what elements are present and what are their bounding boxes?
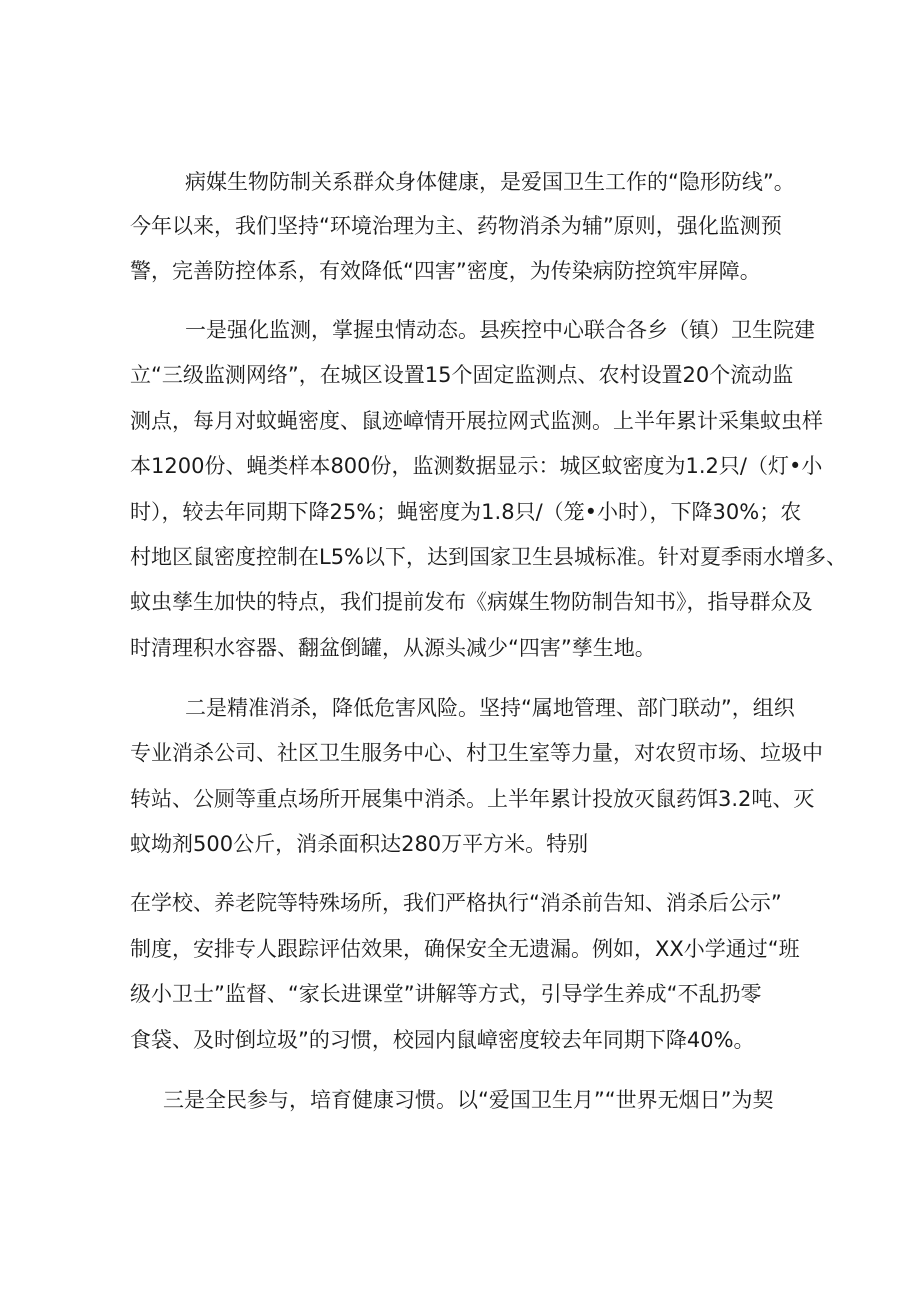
text-line: 立“三级监测网络”，在城区设置15个固定监测点、农村设置20个流动监 — [130, 363, 794, 387]
text-line: 警，完善防控体系，有效降低“四害”密度，为传染病防控筑牢屏障。 — [130, 259, 761, 283]
text-line: 级小卫士”监督、“家长进课堂”讲解等方式，引导学生养成“不乱扔零 — [130, 982, 762, 1006]
text-line: 本1200份、蝇类样本800份，监测数据显示：城区蚊密度为1.2只/（灯•小 — [130, 454, 823, 478]
text-line: 病媒生物防制关系群众身体健康，是爱国卫生工作的“隐形防线”。 — [185, 170, 795, 194]
text-line: 时），较去年同期下降25%；蝇密度为1.8只/（笼•小时），下降30%；农 — [130, 500, 802, 524]
text-line: 制度，安排专人跟踪评估效果，确保安全无遗漏。例如，XX小学通过“班 — [130, 937, 800, 961]
text-line: 在学校、养老院等特殊场所，我们严格执行“消杀前告知、消杀后公示” — [130, 891, 782, 915]
text-line: 食袋、及时倒垃圾”的习惯，校园内鼠嶂密度较去年同期下降40%。 — [130, 1028, 755, 1052]
text-line: 蚊坳剂500公斤，消杀面积达280万平方米。特别 — [130, 832, 589, 856]
text-line: 专业消杀公司、社区卫生服务中心、村卫生室等力量，对农贸市场、垃圾中 — [130, 741, 823, 765]
text-line: 时清理积水容器、翻盆倒罐，从源头减少“四害”孳生地。 — [130, 636, 656, 660]
text-line: 三是全民参与，培育健康习惯。以“爱国卫生月”“世界无烟日”为契 — [163, 1088, 774, 1112]
text-line: 一是强化监测，掌握虫情动态。县疾控中心联合各乡（镇）卫生院建 — [185, 318, 815, 342]
text-line: 二是精准消杀，降低危害风险。坚持“属地管理、部门联动”，组织 — [185, 696, 795, 720]
text-line: 蚊虫孳生加快的特点，我们提前发布《病媒生物防制告知书》，指导群众及 — [130, 590, 813, 614]
text-line: 测点，每月对蚊蝇密度、鼠迹嶂情开展拉网式监测。上半年累计采集蚊虫样 — [130, 409, 823, 433]
text-line: 转站、公厕等重点场所开展集中消杀。上半年累计投放灭鼠药饵3.2吨、灭 — [130, 787, 815, 811]
text-line: 村地区鼠密度控制在L5%以下，达到国家卫生县城标准。针对夏季雨水增多、 — [130, 545, 848, 569]
text-line: 今年以来，我们坚持“环境治理为主、药物消杀为辅”原则，强化监测预 — [130, 214, 782, 238]
